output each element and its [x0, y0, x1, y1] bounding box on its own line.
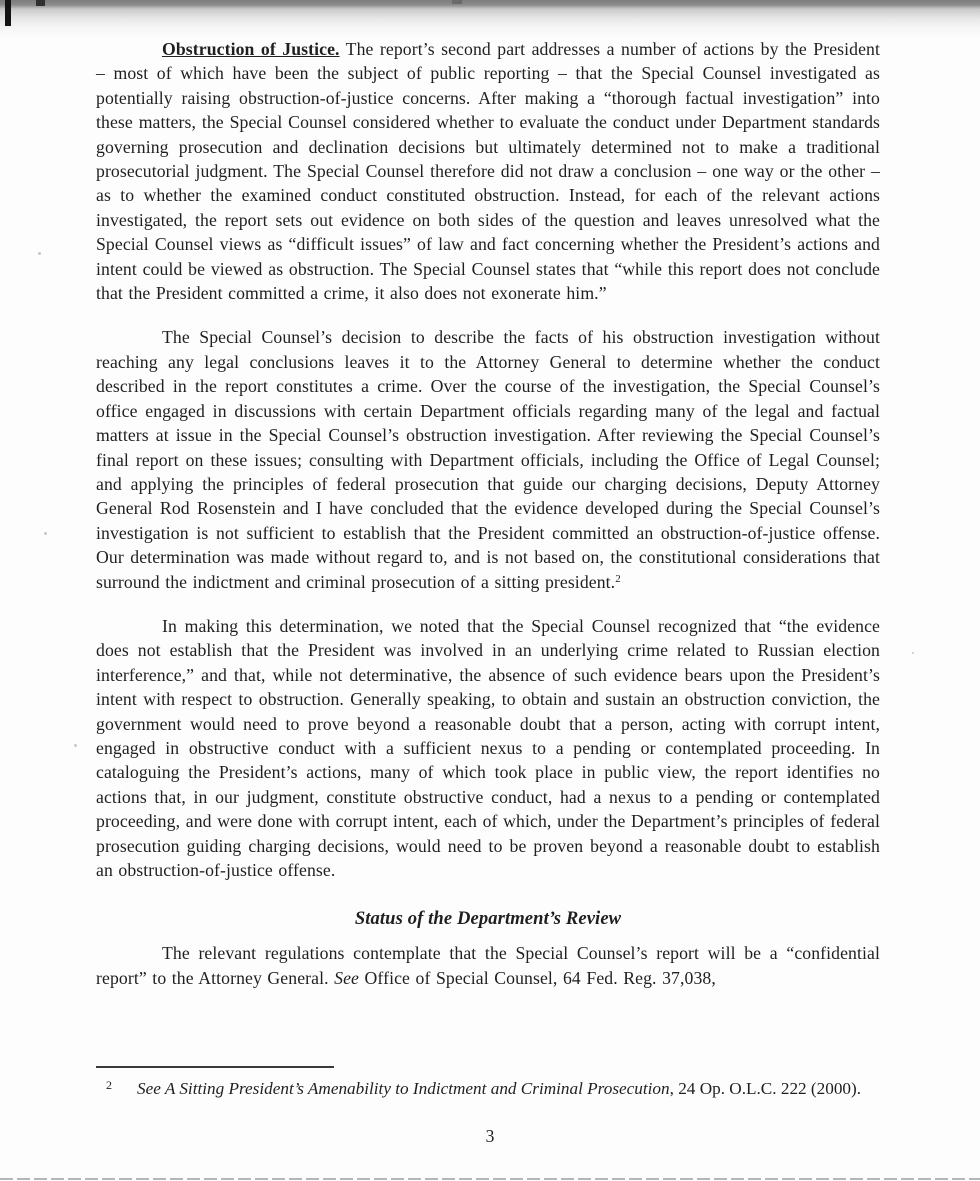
scan-speck [44, 532, 47, 535]
footnote-2 [96, 1076, 866, 1101]
scan-artifact-tick [452, 0, 462, 4]
text-segment: , 24 Op. O.L.C. 222 (2000). [669, 1079, 862, 1098]
text-segment: The Special Counsel’s decision to describe the facts of his obstruction investigation without reaching any legal conclusions leaves it to the Attorney General to determine whether the conduct described in the report constitutes a crime. Over the course of the investigation, the Special Counsel’s office engaged in discussions with certain Department officials regarding many of the legal and factual matters at issue in the Special Counsel’s obstruction investigation. After reviewing the Special Counsel’s final report on these issues; consulting with Department officials, including the Office of Legal Counsel; and applying the principles of federal prosecution that guide our charging decisions, Deputy Attorney General Rod Rosenstein and I have concluded that the evidence developed during the Special Counsel’s investigation is not sufficient to establish that the President committed an obstruction-of-justice offense. Our determination was made without regard to, and is not based on, the constitutional considerations that surround the indictment and criminal prosecution of a sitting president. [96, 327, 886, 592]
document-body [96, 37, 886, 990]
text-segment: The report’s second part addresses a number of actions by the President – most of which have been the subject of public reporting – that the Special Counsel investigated as potentially raising obstruction-of-justice concerns. After making a “thorough factual investigation” into these matters, the Special Counsel considered whether to evaluate the conduct under Department standards governing prosecution and declination decisions but ultimately determined not to make a traditional prosecutorial judgment. The Special Counsel therefore did not draw a conclusion – one way or the other – as to whether the examined conduct constituted obstruction. Instead, for each of the relevant actions investigated, the report sets out evidence on both sides of the question and leaves unresolved what the Special Counsel views as “difficult issues” of law and fact concerning whether the President’s actions and intent could be viewed as obstruction. The Special Counsel states that “while this report does not conclude that the President committed a crime, it also does not exonerate him.” [96, 39, 886, 304]
page-number: 3 [485, 1126, 495, 1146]
text-segment: 2 [615, 573, 621, 586]
paragraph-status-intro [96, 941, 886, 990]
footnote-divider-rule [96, 1066, 334, 1068]
paragraph-determination-analysis [96, 614, 886, 882]
text-segment: In making this determination, we noted that the Special Counsel recognized that “the evidence does not establish that the President was involved in an underlying crime related to Russian election interference,” and that, while not determinative, the absence of such evidence bears upon the President’s intent with respect to obstruction. Generally speaking, to obtain and sustain an obstruction conviction, the government would need to prove beyond a reasonable doubt that a person, acting with corrupt intent, engaged in obstructive conduct with a sufficient nexus to a pending or contemplated proceeding. In cataloguing the President’s actions, many of which took place in public view, the report identifies no actions that, in our judgment, constitute obstructive conduct, had a nexus to a pending or contemplated proceeding, and were done with corrupt intent, each of which, under the Department’s principles of federal prosecution guiding charging decisions, would need to be proven beyond a reasonable doubt to establish an obstruction-of-justice offense. [96, 615, 886, 880]
text-segment: See A Sitting President’s Amenability to Indictment and Criminal Prosecution [137, 1079, 670, 1098]
scan-speck [74, 744, 77, 747]
text-segment: The relevant regulations contemplate that the Special Counsel’s report will be a “confidential report” to the Attorney General. [96, 943, 886, 988]
scan-artifact-corner-mark [5, 0, 11, 26]
text-segment: See [334, 967, 360, 988]
scan-artifact-tick [36, 0, 45, 6]
text-segment: Office of Special Counsel, 64 Fed. Reg. 37,038, [359, 967, 716, 988]
scan-artifact-top-gradient [0, 0, 980, 40]
scan-artifact-bottom-dashes [0, 1178, 980, 1180]
footnote-marker: 2 [106, 1078, 112, 1092]
section-heading-status-of-review: Status of the Department’s Review [354, 908, 622, 930]
scan-speck [38, 252, 41, 255]
scan-speck [912, 652, 914, 654]
paragraph-attorney-general-conclusion [96, 325, 886, 596]
paragraph-obstruction-of-justice [96, 37, 886, 305]
text-segment: Obstruction of Justice. [162, 39, 340, 59]
footnote-text [137, 1076, 866, 1101]
